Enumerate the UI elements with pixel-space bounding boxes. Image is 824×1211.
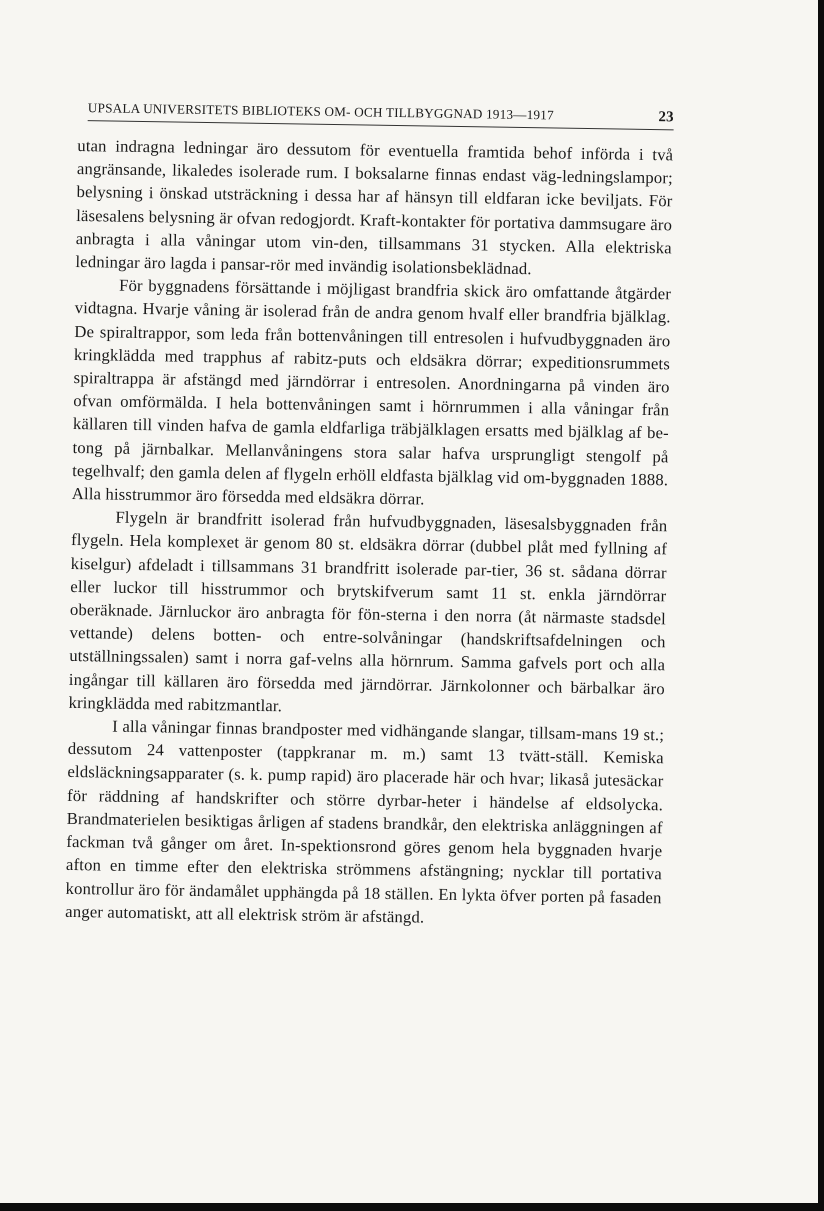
book-page [65,100,674,932]
running-title: UPSALA UNIVERSITETS BIBLIOTEKS OM- OCH TILLBYGGNAD 1913—1917 [87,100,554,123]
paragraph-2: För byggnadens försättande i möjligast brandfria skick äro omfattande åtgärder vidtagna. Hvarje våning är isolerad från de andra genom hvalf eller brandfria bjälklag. De spiraltrappor, som leda från bottenvåningen till entresolen i hufvudbyggnaden äro kringklädda med trapphus af rabitz-puts och eldsäkra dörrar; expeditionsrummets spiraltrappa är afstängd med järndörrar i entresolen. Anordningarna på vinden äro ofvan omförmälda. I hela bottenvåningen samt i hörnrummen i alla våningar från källaren till vinden hafva de gamla eldfarliga träbjälklagen ersatts med bjälklag af be-tong på järnbalkar. Mellanvåningens stora salar hafva ursprungligt stengolf på tegelhvalf; den gamla delen af flygeln erhöll eldfasta bjälklag vid om-byggnaden 1888. Alla hisstrummor äro försedda med eldsäkra dörrar. [71,275,672,509]
paragraph-4: I alla våningar finnas brandposter med vidhängande slangar, tillsam-mans 19 st.; dessutom 24 vattenposter (tappkranar m. m.) samt 13 tvätt-ställ. Kemiska eldsläckningsapparater (s. k. pump rapid) äro placerade här och hvar; likaså jutesäckar för räddning af handskrifter och större dyrbar-heter i händelse af eldsolycka. Brandmaterielen besiktigas årligen af stadens brandkår, den elektriska anläggningen af fackman två gånger om året. In-spektionsrond göres genom hela byggnaden hvarje afton en timme efter den elektriska strömmens afstängning; nycklar till portativa kontrollur äro för ändamålet upphängda på 18 ställen. En lykta öfver porten på fasaden anger automatiskt, att all elektrisk ström är afstängd. [65,716,665,927]
paragraph-3: Flygeln är brandfritt isolerad från hufvudbyggnaden, läsesalsbyggnaden från flygeln. Hela komplexet är genom 80 st. eldsäkra dörrar (dubbel plåt med fyllning af kiselgur) afdeladt i tillsammans 31 brandfritt isolerade par-tier, 36 st. sådana dörrar eller luckor till hisstrummor och brytskifverum samt 11 st. enkla järndörrar oberäknade. Järnluckor äro anbragta för fön-sterna i den norra (åt närmaste stadsdel vettande) delens botten- och entre-solvåningar (handskriftsafdelningen och utställningssalen) samt i norra gaf-velns alla hörnrum. Samma gafvels port och alla ingångar till källaren äro försedda med järndörrar. Järnkolonner och bärbalkar äro kringklädda med rabitzmantlar. [68,507,668,716]
scan-edge-right [818,0,824,1211]
scan-edge-bottom [0,1203,824,1211]
body-text [65,134,673,932]
running-header [88,100,674,130]
paragraph-1: utan indragna ledningar äro dessutom för eventuella framtida behof införda i två angränsande, likaledes isolerade rum. I boksalarne finnas endast väg-ledningslampor; belysning i önskad utsträckning i dessa har af hänsyn till eldfaran icke beviljats. För läsesalens belysning är ofvan redogjordt. Kraft-kontakter för portativa dammsugare äro anbragta i alla våningar utom vin-den, tillsammans 31 stycken. Alla elektriska ledningar äro lagda i pansar-rör med invändig isolationsbeklädnad. [75,135,674,279]
page-number: 23 [658,109,674,126]
